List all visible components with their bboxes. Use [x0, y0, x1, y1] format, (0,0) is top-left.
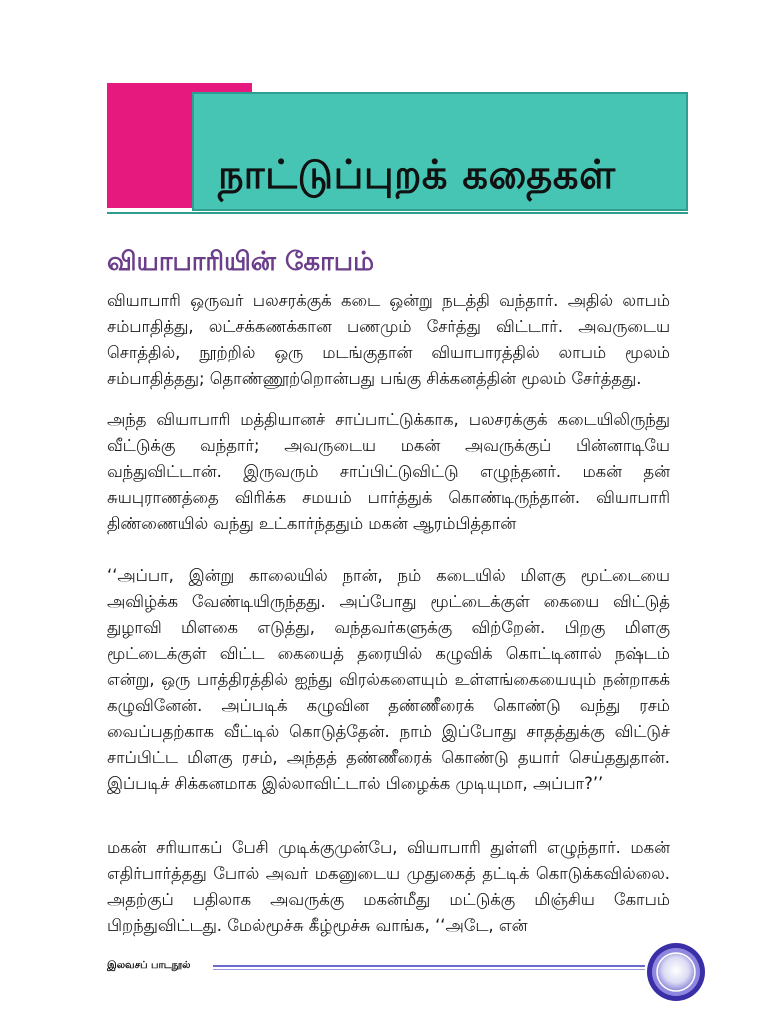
title-banner	[0, 0, 768, 230]
paragraph-text: வியாபாரி ஒருவர் பலசரக்குக் கடை ஒன்று நடத்தி வந்தார். அதில் லாபம் சம்பாதித்து, லட்சக்கணக்கான பணமும் சேர்த்து விட்டார். அவருடைய சொத்தில், நூற்றில் ஒரு மடங்குதான் வியாபாரத்தில் லாபம் மூலம் சம்பாதித்தது; தொண்ணூற்றொன்பது பங்கு சிக்கனத்தின் மூலம் சேர்த்தது.	[107, 291, 670, 388]
story-heading: வியாபாரியின் கோபம்	[107, 247, 374, 277]
paragraph-text: அந்த வியாபாரி மத்தியானச் சாப்பாட்டுக்காக, பலசரக்குக் கடையிலிருந்து வீட்டுக்கு வந்தார்; அவருடைய மகன் அவருக்குப் பின்னாடியே வந்துவிட்டான். இருவரும் சாப்பிட்டுவிட்டு எழுந்தனர். மகன் தன் சுயபுராணத்தை விரிக்க சமயம் பார்த்துக் கொண்டிருந்தான். வியாபாரி திண்ணையில் வந்து உட்கார்ந்ததும் மகன் ஆரம்பித்தான்	[107, 410, 670, 533]
footer-line	[213, 965, 645, 967]
footer-line-thin	[213, 969, 645, 970]
page-ring-icon	[644, 940, 708, 1004]
page-title: நாட்டுப்புறக் கதைகள்	[218, 151, 616, 198]
footer-label: இலவசப் பாடநூல்	[107, 960, 191, 971]
paragraph-2	[107, 407, 670, 537]
paragraph-3	[107, 563, 670, 797]
banner-rule	[107, 212, 688, 214]
paragraph-text: ‘‘அப்பா, இன்று காலையில் நான், நம் கடையில் மிளகு மூட்டையை அவிழ்க்க வேண்டியிருந்தது. அப்போது மூட்டைக்குள் கையை விட்டுத் துழாவி மிளகை எடுத்து, வந்தவர்களுக்கு விற்றேன். பிறகு மிளகு மூட்டைக்குள் விட்ட கையைத் தரையில் கழுவிக் கொட்டினால் நஷ்டம் என்று, ஒரு பாத்திரத்தில் ஐந்து விரல்களையும் உள்ளங்கையையும் நன்றாகக் கழுவினேன். அப்படிக் கழுவின தண்ணீரைக் கொண்டு வந்து ரசம் வைப்பதற்காக வீட்டில் கொடுத்தேன். நாம் இப்போது சாதத்துக்கு விட்டுச் சாப்பிட்ட மிளகு ரசம், அந்தத் தண்ணீரைக் கொண்டு தயார் செய்ததுதான். இப்படிச் சிக்கனமாக இல்லாவிட்டால் பிழைக்க முடியுமா, அப்பா?’’	[107, 566, 670, 793]
paragraph-1	[107, 288, 670, 392]
paragraph-text: மகன் சரியாகப் பேசி முடிக்குமுன்பே, வியாபாரி துள்ளி எழுந்தார். மகன் எதிர்பார்த்தது போல் அவர் மகனுடைய முதுகைத் தட்டிக் கொடுக்கவில்லை. அதற்குப் பதிலாக அவருக்கு மகன்மீது மட்டுக்கு மிஞ்சிய கோபம் பிறந்துவிட்டது. மேல்மூச்சு கீழ்மூச்சு வாங்க, ‘‘அடே, என்	[107, 838, 670, 935]
paragraph-4	[107, 835, 670, 939]
